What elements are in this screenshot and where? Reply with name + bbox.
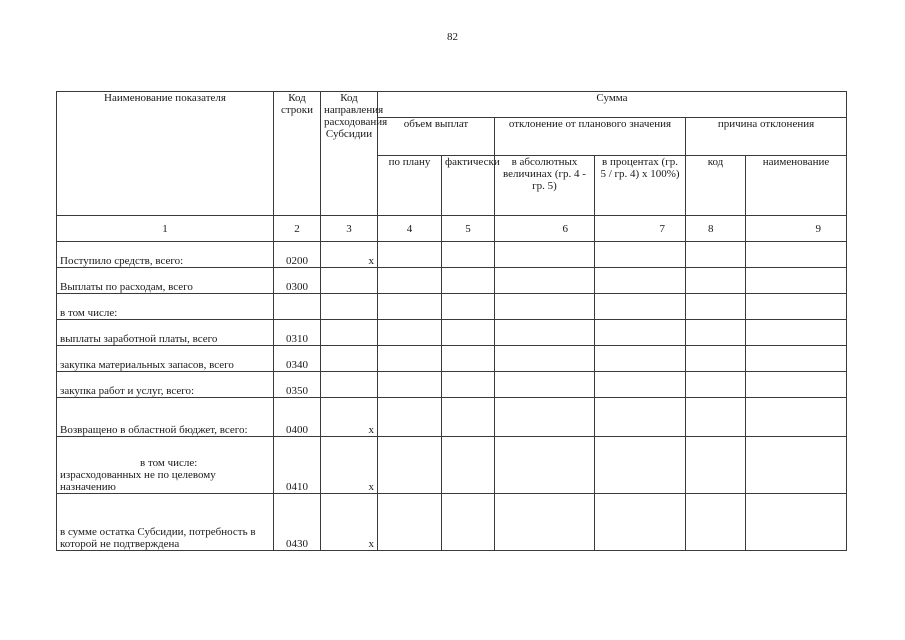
cell: [442, 268, 495, 294]
row-direction: [321, 294, 378, 320]
header-title: наименование: [746, 156, 847, 216]
cell: [686, 242, 746, 268]
cell: [595, 372, 686, 398]
table-row: [57, 372, 847, 398]
column-number: 2: [274, 216, 321, 242]
row-name: в сумме остатка Субсидии, потребность в которой не подтверждена: [57, 494, 274, 551]
cell: [746, 346, 847, 372]
table-row: [57, 268, 847, 294]
cell: [595, 268, 686, 294]
cell: [442, 372, 495, 398]
cell: [595, 398, 686, 437]
column-number: 4: [378, 216, 442, 242]
column-number-row: [57, 216, 847, 242]
cell: [686, 346, 746, 372]
table-row: [57, 346, 847, 372]
cell: [495, 372, 595, 398]
table-row: [57, 294, 847, 320]
cell: [686, 437, 746, 494]
cell: [746, 268, 847, 294]
header-actual: фактически: [442, 156, 495, 216]
row-name: закупка материальных запасов, всего: [57, 346, 274, 372]
column-number: 8: [686, 216, 746, 242]
row-direction: x: [321, 242, 378, 268]
cell: [378, 398, 442, 437]
column-number: 1: [57, 216, 274, 242]
cell: [442, 320, 495, 346]
cell: [746, 494, 847, 551]
cell: [442, 437, 495, 494]
header-absolute: в абсолютных величинах (гр. 4 - гр. 5): [495, 156, 595, 216]
column-number: 6: [495, 216, 595, 242]
cell: [686, 268, 746, 294]
row-name: выплаты заработной платы, всего: [57, 320, 274, 346]
cell: [686, 372, 746, 398]
cell: [495, 437, 595, 494]
cell: [746, 242, 847, 268]
cell: [378, 320, 442, 346]
cell: [495, 294, 595, 320]
cell: [746, 437, 847, 494]
cell: [495, 346, 595, 372]
cell: [746, 320, 847, 346]
cell: [686, 494, 746, 551]
table-row: [57, 320, 847, 346]
table-row: [57, 494, 847, 551]
cell: [442, 242, 495, 268]
row-direction: [321, 372, 378, 398]
row-code: 0200: [274, 242, 321, 268]
row-direction: x: [321, 398, 378, 437]
cell: [746, 294, 847, 320]
cell: [442, 398, 495, 437]
header-direction-code: Код направления расходования Субсидии: [321, 92, 378, 216]
cell: [495, 268, 595, 294]
cell: [442, 294, 495, 320]
cell: [595, 494, 686, 551]
cell: [378, 437, 442, 494]
row-code: [274, 294, 321, 320]
cell: [442, 494, 495, 551]
header-code: код: [686, 156, 746, 216]
cell: [595, 346, 686, 372]
page-number: 82: [447, 31, 458, 43]
header-payments-volume: объем выплат: [378, 118, 495, 156]
row-code: 0400: [274, 398, 321, 437]
report-table: [56, 91, 847, 551]
row-name: Выплаты по расходам, всего: [57, 268, 274, 294]
header-deviation: отклонение от планового значения: [495, 118, 686, 156]
cell: [495, 242, 595, 268]
header-percent: в процентах (гр. 5 / гр. 4) x 100%): [595, 156, 686, 216]
row-name: Поступило средств, всего:: [57, 242, 274, 268]
row-code: 0430: [274, 494, 321, 551]
cell: [686, 320, 746, 346]
row-code: 0410: [274, 437, 321, 494]
column-number: 9: [746, 216, 847, 242]
row-name: Возвращено в областной бюджет, всего:: [57, 398, 274, 437]
cell: [746, 372, 847, 398]
header-line-code: Код строки: [274, 92, 321, 216]
cell: [595, 320, 686, 346]
cell: [378, 494, 442, 551]
row-name: [57, 437, 274, 494]
header-by-plan: по плану: [378, 156, 442, 216]
column-number: 3: [321, 216, 378, 242]
row-direction: [321, 268, 378, 294]
cell: [495, 320, 595, 346]
cell: [442, 346, 495, 372]
cell: [495, 398, 595, 437]
row-code: 0300: [274, 268, 321, 294]
cell: [686, 294, 746, 320]
cell: [378, 372, 442, 398]
cell: [378, 268, 442, 294]
table-row: [57, 242, 847, 268]
row-name-lead: в том числе:: [140, 457, 198, 469]
row-name: в том числе:: [57, 294, 274, 320]
table-row: [57, 398, 847, 437]
cell: [595, 437, 686, 494]
row-direction: x: [321, 494, 378, 551]
row-direction: [321, 346, 378, 372]
cell: [378, 242, 442, 268]
row-code: 0350: [274, 372, 321, 398]
row-direction: [321, 320, 378, 346]
row-name: закупка работ и услуг, всего:: [57, 372, 274, 398]
column-number: 7: [595, 216, 686, 242]
cell: [595, 242, 686, 268]
header-name: Наименование показателя: [57, 92, 274, 216]
cell: [378, 346, 442, 372]
table-row: [57, 437, 847, 494]
header-sum: Сумма: [378, 92, 847, 118]
cell: [595, 294, 686, 320]
cell: [686, 398, 746, 437]
cell: [378, 294, 442, 320]
row-code: 0340: [274, 346, 321, 372]
row-name-text: израсходованных не по целевому назначению: [60, 469, 216, 493]
column-number: 5: [442, 216, 495, 242]
cell: [746, 398, 847, 437]
row-code: 0310: [274, 320, 321, 346]
header-deviation-reason: причина отклонения: [686, 118, 847, 156]
cell: [495, 494, 595, 551]
row-direction: x: [321, 437, 378, 494]
